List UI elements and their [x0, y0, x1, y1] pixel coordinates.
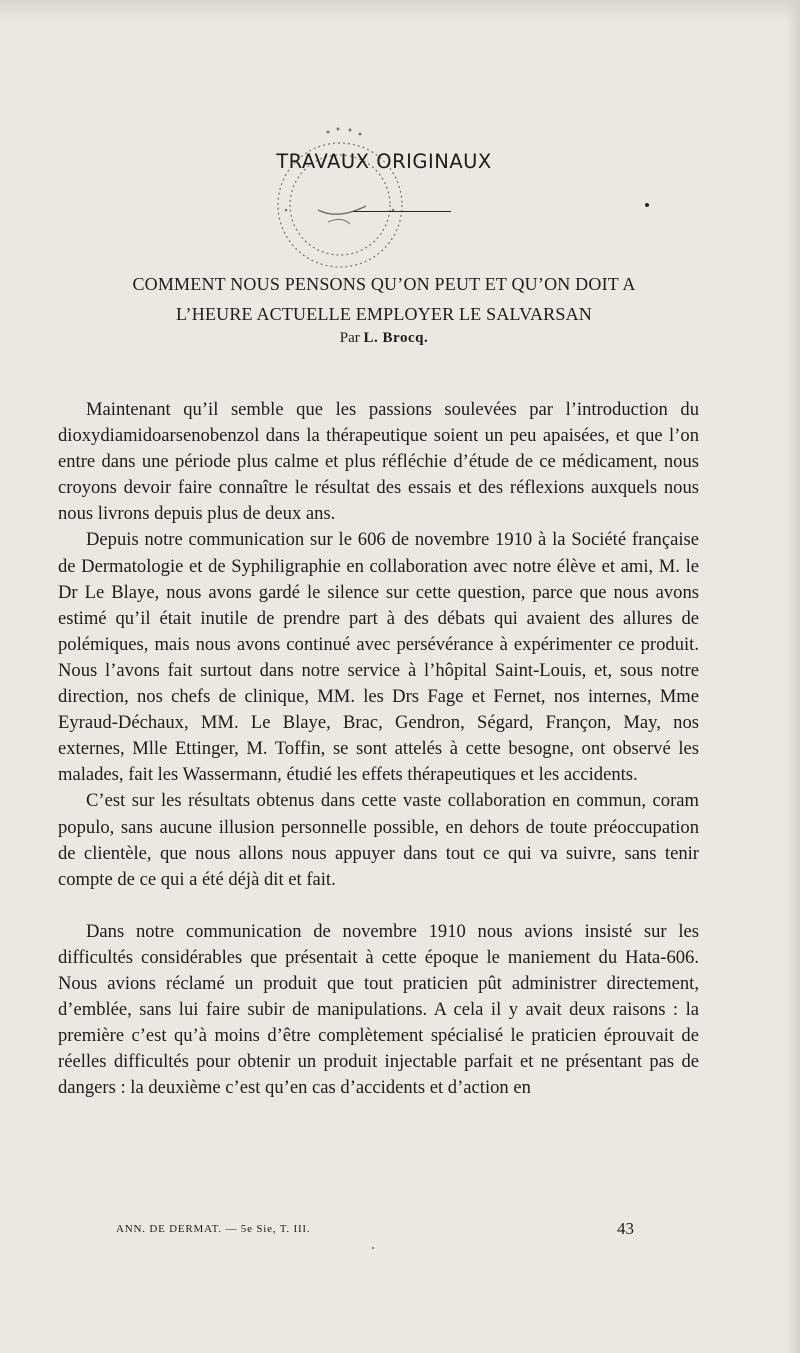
- article-body: [58, 397, 699, 1101]
- library-stamp: [268, 110, 418, 285]
- paragraph: C’est sur les résultats obtenus dans cette vaste collaboration en commun, coram populo, sans aucune illusion personnelle possible, en dehors de toute préoccupation de clientèle, que nous allons nous appuyer dans tout ce qui va suivre, sans tenir compte de ce qui a été déjà dit et fait.: [58, 790, 699, 890]
- byline-prefix: Par: [339, 330, 360, 346]
- margin-dot: [645, 203, 649, 207]
- page-top-shadow: [0, 0, 800, 22]
- page-footer: [116, 1219, 646, 1241]
- paragraph: Depuis notre communication sur le 606 de novembre 1910 à la Société française de Dermatologie et de Syphiligraphie en collaboration avec notre élève et ami, M. le Dr Le Blaye, nous avons gardé le silence sur cette question, parce que nous avons estimé qu’il était inutile de prendre part à des débats qui avaient des allures de polémiques, mais nous avons continué avec persévérance à expérimenter ce produit. Nous l’avons fait surtout dans notre service à l’hôpital Saint-Louis, et, sous notre direction, nos chefs de clinique, MM. les Drs Fage et Fernet, nos internes, Mme Eyraud-Déchaux, MM. Le Blaye, Brac, Gendron, Ségard, Françon, May, nos externes, Mlle Ettinger, M. Toffin, se sont attelés à cette besogne, ont observé les malades, fait les Wassermann, étudié les effets thérapeutiques et les accidents.: [58, 529, 699, 786]
- article-title-line-1: COMMENT NOUS PENSONS QU’ON PEUT ET QU’ON DOIT A: [132, 274, 636, 294]
- article-title: [0, 269, 768, 329]
- section-rule: [353, 211, 451, 212]
- paragraph: Maintenant qu’il semble que les passions soulevées par l’introduction du dioxydiamidoarsenobenzol dans la thérapeutique soient un peu apaisées, et que l’on entre dans une période plus calme et plus réfléchie d’étude de ce médicament, nous croyons devoir faire connaître le résultat des essais et des réflexions auxquels nous nous livrons depuis plus de deux ans.: [58, 399, 699, 525]
- paragraph: Dans notre communication de novembre 1910 nous avions insisté sur les difficultés considérables que présentait à cette époque le maniement du Hata-606. Nous avions réclamé un produit que tout praticien pût administrer directement, d’emblée, sans lui faire subir de manipulations. A cela il y avait deux raisons : la première c’est qu’à moins d’être complètement spécialisé le praticien éprouvait de réelles difficultés pour obtenir un produit injectable parfait et ne présentant pas de dangers : la deuxième c’est qu’en cas d’accidents et d’action en: [58, 920, 699, 1099]
- ink-speck: [372, 1247, 374, 1249]
- page-number: 43: [617, 1219, 634, 1238]
- section-title: TRAVAUX ORIGINAUX: [276, 150, 492, 173]
- article-title-line-2: L’HEURE ACTUELLE EMPLOYER LE SALVARSAN: [176, 304, 592, 324]
- author-name: L. Brocq.: [363, 330, 429, 346]
- byline: [0, 330, 768, 347]
- journal-reference: ANN. DE DERMAT. — 5e Sie, T. III.: [116, 1223, 311, 1235]
- page-right-shadow: [786, 0, 800, 1353]
